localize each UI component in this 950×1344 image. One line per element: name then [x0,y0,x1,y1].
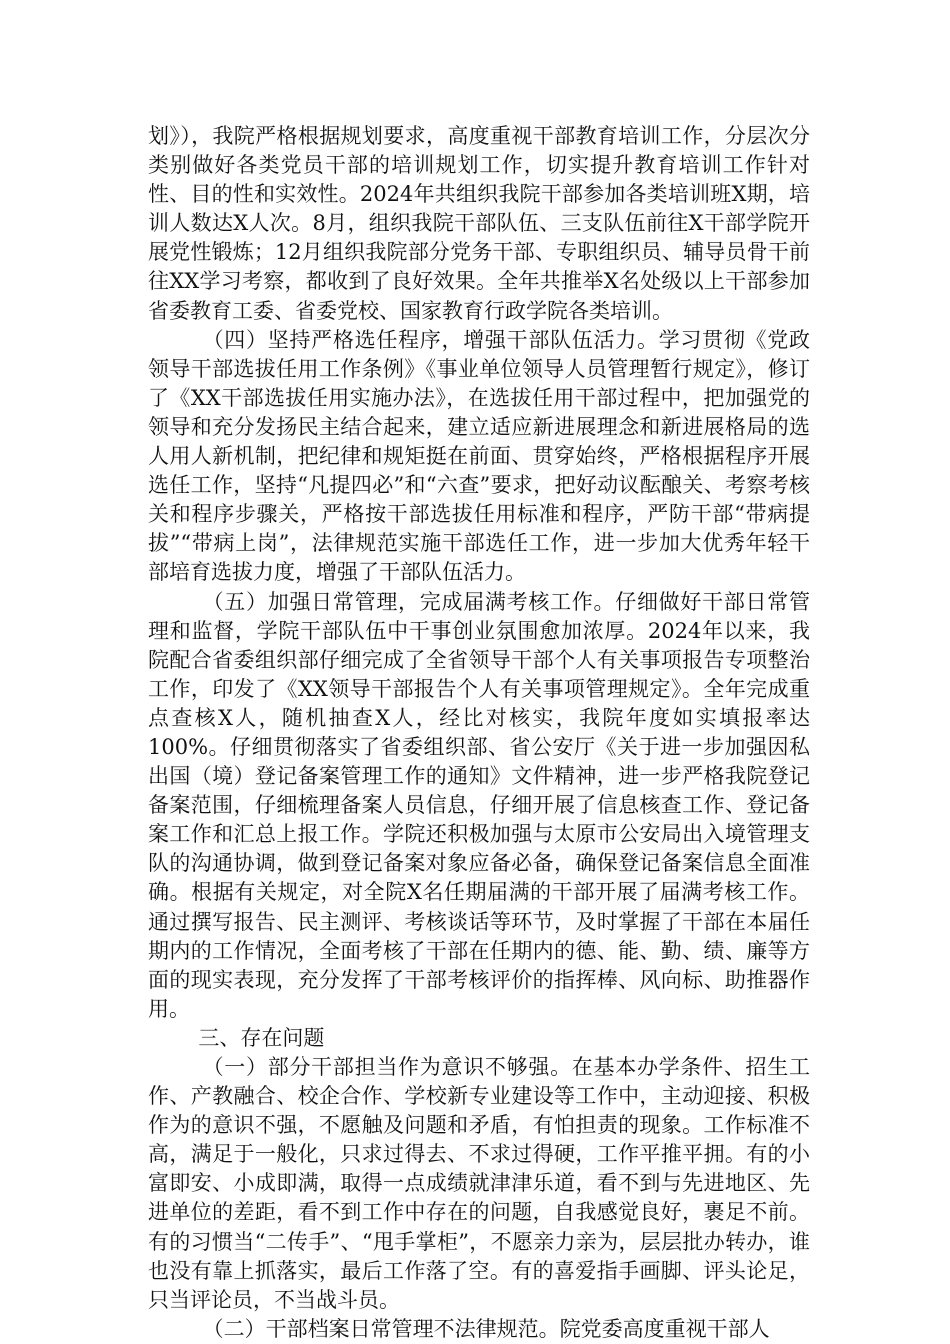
section-heading-problems: 三、存在问题 [198,1025,325,1050]
paragraph-section-5: （五）加强日常管理，完成届满考核工作。仔细做好干部日常管理和监督，学院干部队伍中干事创业氛围愈加浓厚。2024年以来，我院配合省委组织部仔细完成了全省领导干部个人有关事项报告专项整治工作，印发了《XX领导干部报告个人有关事项管理规定》。全年完成重点查核X人，随机抽查X人，经比对核实，我院年度如实填报率达100%。仔细贯彻落实了省委组织部、省公安厅《关于进一步加强因私出国（境）登记备案管理工作的通知》文件精神，进一步严格我院登记备案范围，仔细梳理备案人员信息，仔细开展了信息核查工作、登记备案工作和汇总上报工作。学院还积极加强与太原市公安局出入境管理支队的沟通协调，做到登记备案对象应备必备，确保登记备案信息全面准确。根据有关规定，对全院X名任期届满的干部开展了届满考核工作。通过撰写报告、民主测评、考核谈话等环节，及时掌握了干部在本届任期内的工作情况，全面考核了干部在任期内的德、能、勤、绩、廉等方面的现实表现，充分发挥了干部考核评价的指挥棒、风向标、助推器作用。 [148,589,810,1021]
paragraph-problem-1: （一）部分干部担当作为意识不够强。在基本办学条件、招生工作、产教融合、校企合作、学校新专业建设等工作中，主动迎接、积极作为的意识不强，不愿触及问题和矛盾，有怕担责的现象。工作标准不高，满足于一般化，只求过得去、不求过得硬，工作平推平拥。有的小富即安、小成即满，取得一点成绩就津津乐道，看不到与先进地区、先进单位的差距，看不到工作中存在的问题，自我感觉良好，裹足不前。有的习惯当“二传手”、“甩手掌柜”，不愿亲力亲为，层层批办转办，谁也没有靠上抓落实，最后工作落了空。有的喜爱指手画脚、评头论足，只当评论员，不当战斗员。 [148,1055,810,1312]
paragraph-section-4: （四）坚持严格选任程序，增强干部队伍活力。学习贯彻《党政领导干部选拔任用工作条例》《事业单位领导人员管理暂行规定》，修订了《XX干部选拔任用实施办法》，在选拔任用干部过程中，把加强党的领导和充分发扬民主结合起来，建立适应新进展理念和新进展格局的选人用人新机制，把纪律和规矩挺在前面、贯穿始终，严格根据程序开展选任工作，坚持“凡提四必”和“六查”要求，把好动议酝酿关、考察考核关和程序步骤关，严格按干部选拔任用标准和程序，严防干部“带病提拔”“带病上岗”，法律规范实施干部选任工作，进一步加大优秀年轻干部培育选拔力度，增强了干部队伍活力。 [148,327,810,585]
paragraph-problem-2: （二）干部档案日常管理不法律规范。院党委高度重视干部人 [202,1316,770,1341]
document-body [148,122,810,1344]
paragraph-continuation: 划》），我院严格根据规划要求，高度重视干部教育培训工作，分层次分类别做好各类党员干部的培训规划工作，切实提升教育培训工作针对性、目的性和实效性。2024年共组织我院干部参加各类培训班X期，培训人数达X人次。8月，组织我院干部队伍、三支队伍前往X干部学院开展党性锻炼；12月组织我院部分党务干部、专职组织员、辅导员骨干前往XX学习考察，都收到了良好效果。全年共推举X名处级以上干部参加省委教育工委、省委党校、国家教育行政学院各类培训。 [148,124,810,323]
